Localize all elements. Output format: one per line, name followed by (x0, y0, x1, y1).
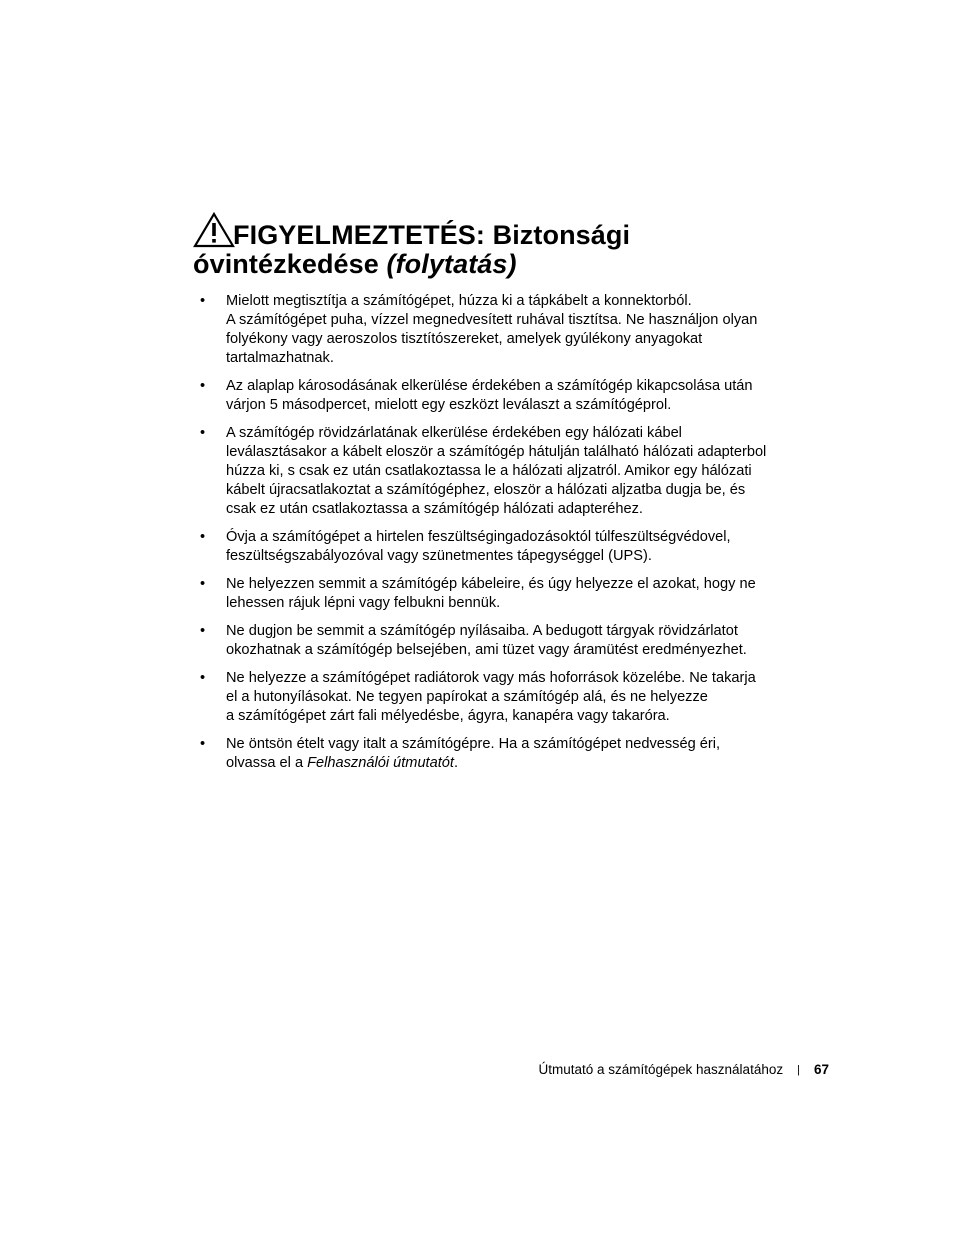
bullet-icon: • (200, 623, 206, 639)
safety-instructions-list (198, 292, 818, 782)
list-item-text: folyékony vagy aeroszolos tisztítószereket, amelyek gyúlékony anyagokat (226, 331, 703, 347)
list-item-text: csak ez után csatlakoztassa a számítógép hálózati adapteréhez. (226, 501, 643, 517)
list-item-text: Ne dugjon be semmit a számítógép nyílásaiba. A bedugott tárgyak rövidzárlatot (226, 623, 738, 639)
list-item (198, 424, 818, 519)
list-item-text: okozhatnak a számítógép belsejében, ami tüzet vagy áramütést eredményezhet. (226, 642, 747, 658)
list-item-text: leválasztásakor a kábelt eloször a számítógép hátulján található hálózati adapterbol (226, 444, 767, 460)
heading-continued: (folytatás) (386, 249, 517, 279)
bullet-icon: • (200, 378, 206, 394)
list-item (198, 622, 818, 660)
list-item-text: Az alaplap károsodásának elkerülése érdekében a számítógép kikapcsolása után (226, 378, 753, 394)
list-item (198, 575, 818, 613)
list-item (198, 292, 818, 368)
list-item-text: a számítógépet zárt fali mélyedésbe, ágyra, kanapéra vagy takaróra. (226, 708, 670, 724)
list-item-text-suffix: . (453, 755, 459, 771)
bullet-icon: • (200, 529, 206, 545)
heading-line-2 (193, 250, 833, 279)
list-item-text: várjon 5 másodpercet, mielott egy eszközt leválaszt a számítógéprol. (226, 397, 672, 413)
list-item (198, 377, 818, 415)
list-item-text: kábelt újracsatlakoztat a számítógéphez, eloször a hálózati aljzatba dugja be, és (226, 482, 746, 498)
bullet-icon: • (200, 736, 206, 752)
page-heading (193, 212, 833, 279)
bullet-icon: • (200, 425, 206, 441)
list-item (198, 735, 818, 773)
list-item-text: Ne helyezzen semmit a számítógép kábeleire, és úgy helyezze el azokat, hogy ne (226, 576, 756, 592)
list-item-text-prefix: olvassa el a (226, 755, 308, 771)
user-guide-reference: Felhasználói útmutatót (307, 755, 454, 771)
list-item-text: Óvja a számítógépet a hirtelen feszültségingadozásoktól túlfeszültségvédovel, (226, 529, 731, 545)
page-footer (538, 1061, 829, 1079)
footer-separator: | (797, 1064, 800, 1076)
list-item-text: feszültségszabályozóval vagy szünetmentes tápegységgel (UPS). (226, 548, 652, 564)
bullet-icon: • (200, 293, 206, 309)
list-item-text: Mielott megtisztítja a számítógépet, húzza ki a tápkábelt a konnektorból. (226, 293, 692, 309)
list-item (198, 669, 818, 726)
list-item-text (226, 754, 818, 773)
heading-title: FIGYELMEZTETÉS: Biztonsági (233, 220, 631, 250)
list-item-text: Ne helyezze a számítógépet radiátorok vagy más hoforrások közelébe. Ne takarja (226, 670, 756, 686)
list-item-text: húzza ki, s csak ez után csatlakoztassa le a hálózati aljzatról. Amikor egy hálózati (226, 463, 752, 479)
warning-triangle-icon (193, 212, 235, 248)
bullet-icon: • (200, 670, 206, 686)
list-item-text: el a hutonyílásokat. Ne tegyen papírokat a számítógép alá, és ne helyezze (226, 689, 708, 705)
list-item-text: A számítógépet puha, vízzel megnedvesített ruhával tisztítsa. Ne használjon olyan (226, 312, 758, 328)
list-item-text: A számítógép rövidzárlatának elkerülése érdekében egy hálózati kábel (226, 425, 682, 441)
heading-line-1 (193, 212, 833, 250)
heading-subtitle: óvintézkedése (193, 249, 387, 279)
bullet-icon: • (200, 576, 206, 592)
list-item-text: tartalmazhatnak. (226, 350, 334, 366)
list-item (198, 528, 818, 566)
page-number: 67 (813, 1062, 829, 1077)
footer-title: Útmutató a számítógépek használatához (538, 1062, 784, 1077)
list-item-text: Ne öntsön ételt vagy italt a számítógépre. Ha a számítógépet nedvesség éri, (226, 736, 721, 752)
list-item-text: lehessen rájuk lépni vagy felbukni bennük. (226, 595, 501, 611)
